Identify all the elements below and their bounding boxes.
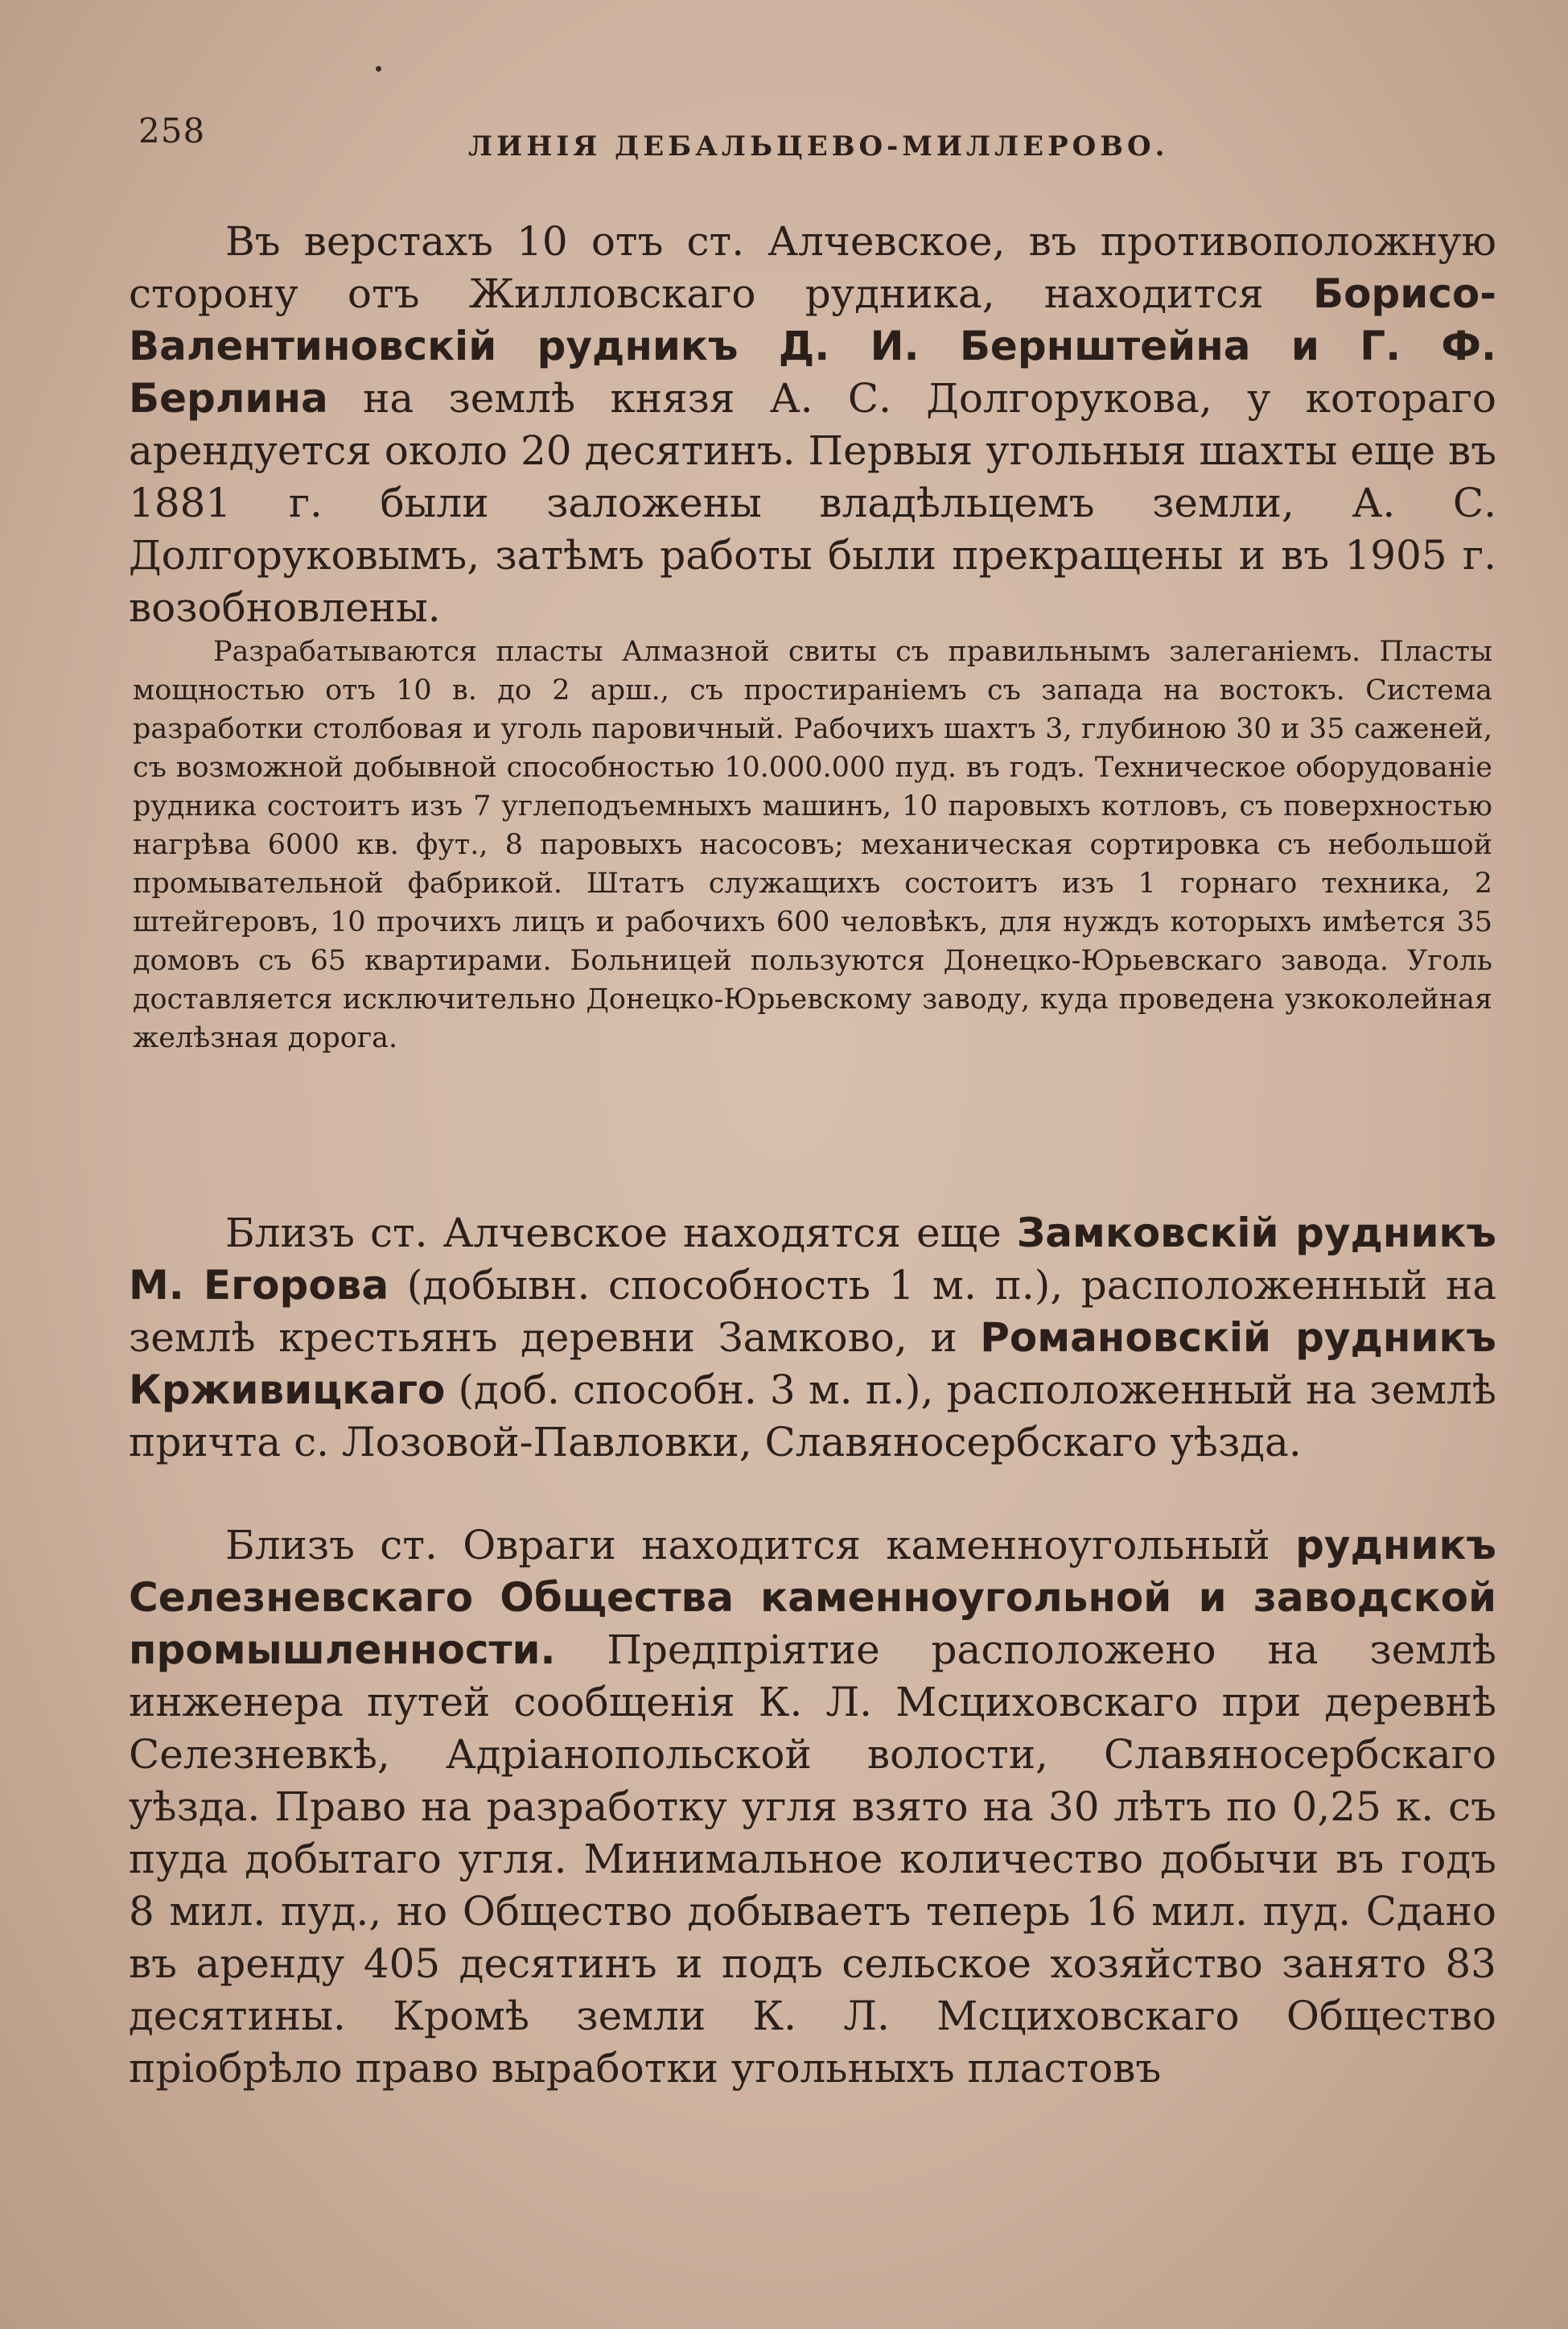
paragraph-ovragi-mine: [129, 1519, 1496, 2095]
page-number: 258: [138, 111, 206, 150]
paragraph-text: Предпріятие расположено на землѣ инженера путей сообщенія К. Л. Мсциховскаго при деревнѣ Селезневкѣ, Адріанопольской волости, Славяносербскаго уѣзда. Право на разработку угля взято на 30 лѣтъ по 0,25 к. съ пуда добытаго угля. Минимальное количество добычи въ годъ 8 мил. пуд., но Общество добываетъ теперь 16 мил. пуд. Сдано въ аренду 405 десятинъ и подъ сельское хозяйство занято 83 десятины. Кромѣ земли К. Л. Мсциховскаго Общество пріобрѣло право выработки угольныхъ пластовъ: [129, 1626, 1496, 2092]
paragraph-text: Близъ ст. Овраги находится каменноугольный: [225, 1522, 1296, 1568]
company-name-bold: рудникъ Селезневскаго Общества каменноугольной и заводской промышленности.: [129, 1522, 1496, 1673]
paragraph-text: (добывн. способность 1 м. п.), расположенный на землѣ крестьянъ деревни Замково, и: [129, 1262, 1496, 1361]
paragraph-text: Близъ ст. Алчевское находятся еще: [225, 1210, 1017, 1256]
paragraph-small-print: Разрабатываются пласты Алмазной свиты съ правильнымъ залеганіемъ. Пласты мощностью отъ 10 в. до 2 арш., съ простираніемъ съ запада на востокъ. Система разработки столбовая и уголь паровичный. Рабочихъ шахтъ 3, глубиною 30 и 35 саженей, съ возможной добывной способностью 10.000.000 пуд. въ годъ. Техническое оборудованіе рудника состоитъ изъ 7 углеподъемныхъ машинъ, 10 паровыхъ котловъ, съ поверхностью нагрѣва 6000 кв. фут., 8 паровыхъ насосовъ; механическая сортировка съ небольшой промывательной фабрикой. Штатъ служащихъ состоитъ изъ 1 горнаго техника, 2 штейгеровъ, 10 прочихъ лицъ и рабочихъ 600 человѣкъ, для нуждъ которыхъ имѣется 35 домовъ съ 65 квартирами. Больницей пользуются Донецко-Юрьевскаго завода. Уголь доставляется исключительно Донецко-Юрьевскому заводу, куда проведена узкоколейная желѣзная дорога.: [133, 636, 1492, 1054]
page-header: [138, 111, 1471, 167]
mine-name-bold: Замковскій рудникъ М. Егорова: [129, 1210, 1496, 1309]
paragraph-text: Въ верстахъ 10 отъ ст. Алчевское, въ противоположную сторону отъ Жилловскаго рудника, находится: [129, 218, 1496, 317]
paragraph-text: на землѣ князя А. С. Долгорукова, у котораго арендуется около 20 десятинъ. Первыя угольныя шахты еще въ 1881 г. были заложены владѣльцемъ земли, А. С. Долгоруковымъ, затѣмъ работы были прекращены и въ 1905 г. возобновлены.: [129, 375, 1496, 631]
mine-name-bold: Романовскій рудникъ Крживицкаго: [129, 1314, 1496, 1413]
mine-name-bold: Борисо-Валентиновскій рудникъ Д. И. Бернштейна и Г. Ф. Берлина: [129, 270, 1496, 422]
print-speck: [376, 66, 381, 72]
paragraph-alchevskoe-mines: [129, 1207, 1496, 1469]
paragraph-borisovalentinovsky: [129, 216, 1496, 634]
paragraph-text: (доб. способн. 3 м. п.), расположенный на землѣ причта с. Лозовой-Павловки, Славяносербскаго уѣзда.: [129, 1366, 1496, 1465]
running-title: ЛИНІЯ ДЕБАЛЬЦЕВО-МИЛЛЕРОВО.: [468, 130, 1169, 163]
